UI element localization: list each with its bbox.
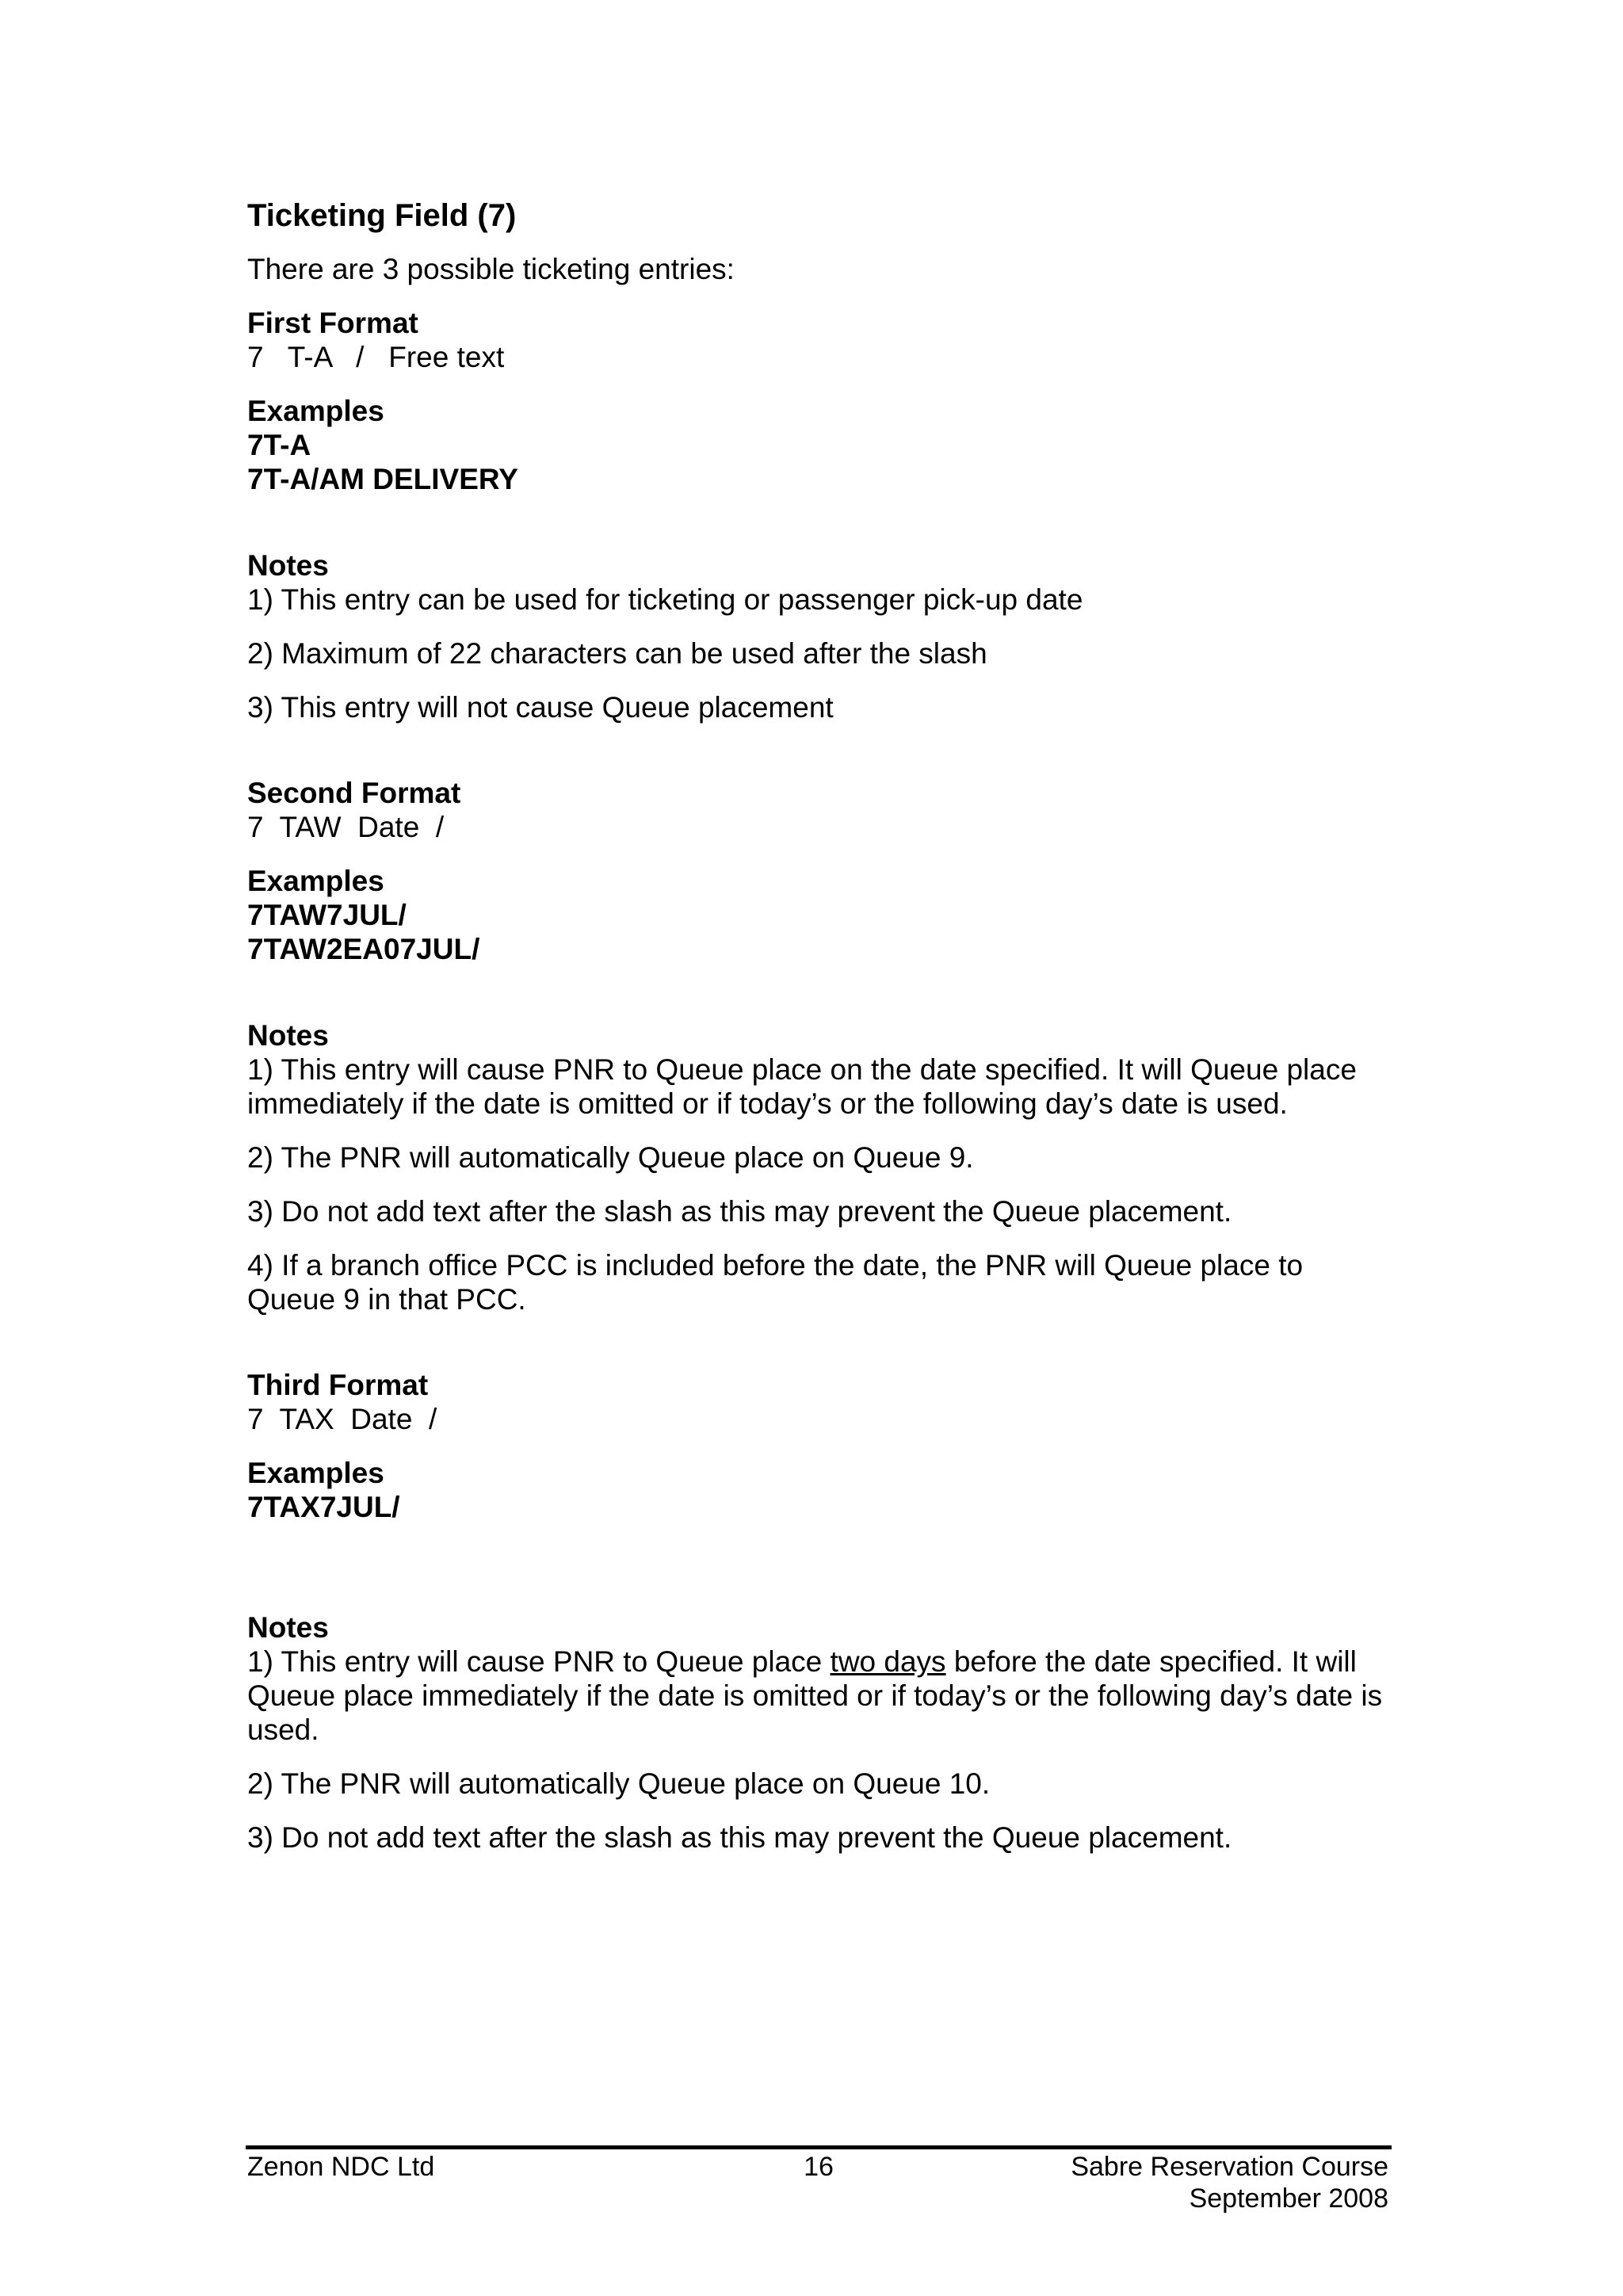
third-format-section bbox=[247, 1368, 1396, 1855]
note-text: before the date specified. It will Queue place immediately if the date is omitted or if today’s or the following day’s date is used. bbox=[247, 1645, 1383, 1746]
second-format-note: 3) Do not add text after the slash as this may prevent the Queue placement. bbox=[247, 1195, 1232, 1228]
first-format-note: 1) This entry can be used for ticketing or passenger pick-up date bbox=[247, 583, 1083, 616]
page-title: Ticketing Field (7) bbox=[247, 198, 517, 233]
footer-page-number: 16 bbox=[804, 2152, 834, 2182]
third-format-note: 2) The PNR will automatically Queue place on Queue 10. bbox=[247, 1767, 991, 1800]
third-format-heading: Third Format bbox=[247, 1369, 429, 1401]
third-format-examples-heading: Examples bbox=[247, 1457, 384, 1489]
first-format-note: 3) This entry will not cause Queue placement bbox=[247, 691, 834, 724]
second-format-examples-heading: Examples bbox=[247, 865, 384, 897]
second-format-section bbox=[247, 776, 1396, 1316]
third-format-syntax: 7 TAX Date / bbox=[247, 1403, 437, 1435]
footer-course-info bbox=[1071, 2151, 1388, 2214]
first-format-examples-heading: Examples bbox=[247, 395, 384, 427]
page-footer bbox=[246, 2145, 1392, 2214]
second-format-heading: Second Format bbox=[247, 777, 461, 809]
note-text: 1) This entry will cause PNR to Queue place bbox=[247, 1645, 831, 1678]
first-format-note: 2) Maximum of 22 characters can be used after the slash bbox=[247, 637, 987, 670]
third-format-example: 7TAX7JUL/ bbox=[247, 1491, 400, 1523]
second-format-note: 1) This entry will cause PNR to Queue place on the date specified. It will Queue place immediately if the date is omitted or if today’s or the following day’s date is used. bbox=[247, 1053, 1357, 1120]
first-format-heading: First Format bbox=[247, 307, 418, 339]
first-format-example: 7T-A bbox=[247, 429, 311, 461]
third-format-note: 3) Do not add text after the slash as this may prevent the Queue placement. bbox=[247, 1821, 1232, 1854]
second-format-note: 2) The PNR will automatically Queue place on Queue 9. bbox=[247, 1141, 974, 1174]
second-format-example: 7TAW7JUL/ bbox=[247, 899, 407, 931]
third-format-notes-heading: Notes bbox=[247, 1611, 329, 1644]
first-format-syntax: 7 T-A / Free text bbox=[247, 341, 505, 373]
note-underlined-text: two days bbox=[830, 1645, 946, 1678]
first-format-notes-heading: Notes bbox=[247, 549, 329, 582]
footer-course-name: Sabre Reservation Course bbox=[1071, 2152, 1388, 2182]
footer-course-date: September 2008 bbox=[1189, 2183, 1388, 2214]
document-body bbox=[247, 197, 1396, 1874]
second-format-syntax: 7 TAW Date / bbox=[247, 811, 445, 843]
intro-text: There are 3 possible ticketing entries: bbox=[247, 253, 735, 285]
footer-company: Zenon NDC Ltd bbox=[247, 2152, 435, 2182]
second-format-notes-heading: Notes bbox=[247, 1019, 329, 1052]
second-format-note: 4) If a branch office PCC is included before the date, the PNR will Queue place to Queue 9 in that PCC. bbox=[247, 1249, 1304, 1316]
first-format-section bbox=[247, 306, 1396, 724]
first-format-example: 7T-A/AM DELIVERY bbox=[247, 463, 518, 495]
third-format-note bbox=[247, 1645, 1396, 1747]
second-format-example: 7TAW2EA07JUL/ bbox=[247, 933, 480, 965]
